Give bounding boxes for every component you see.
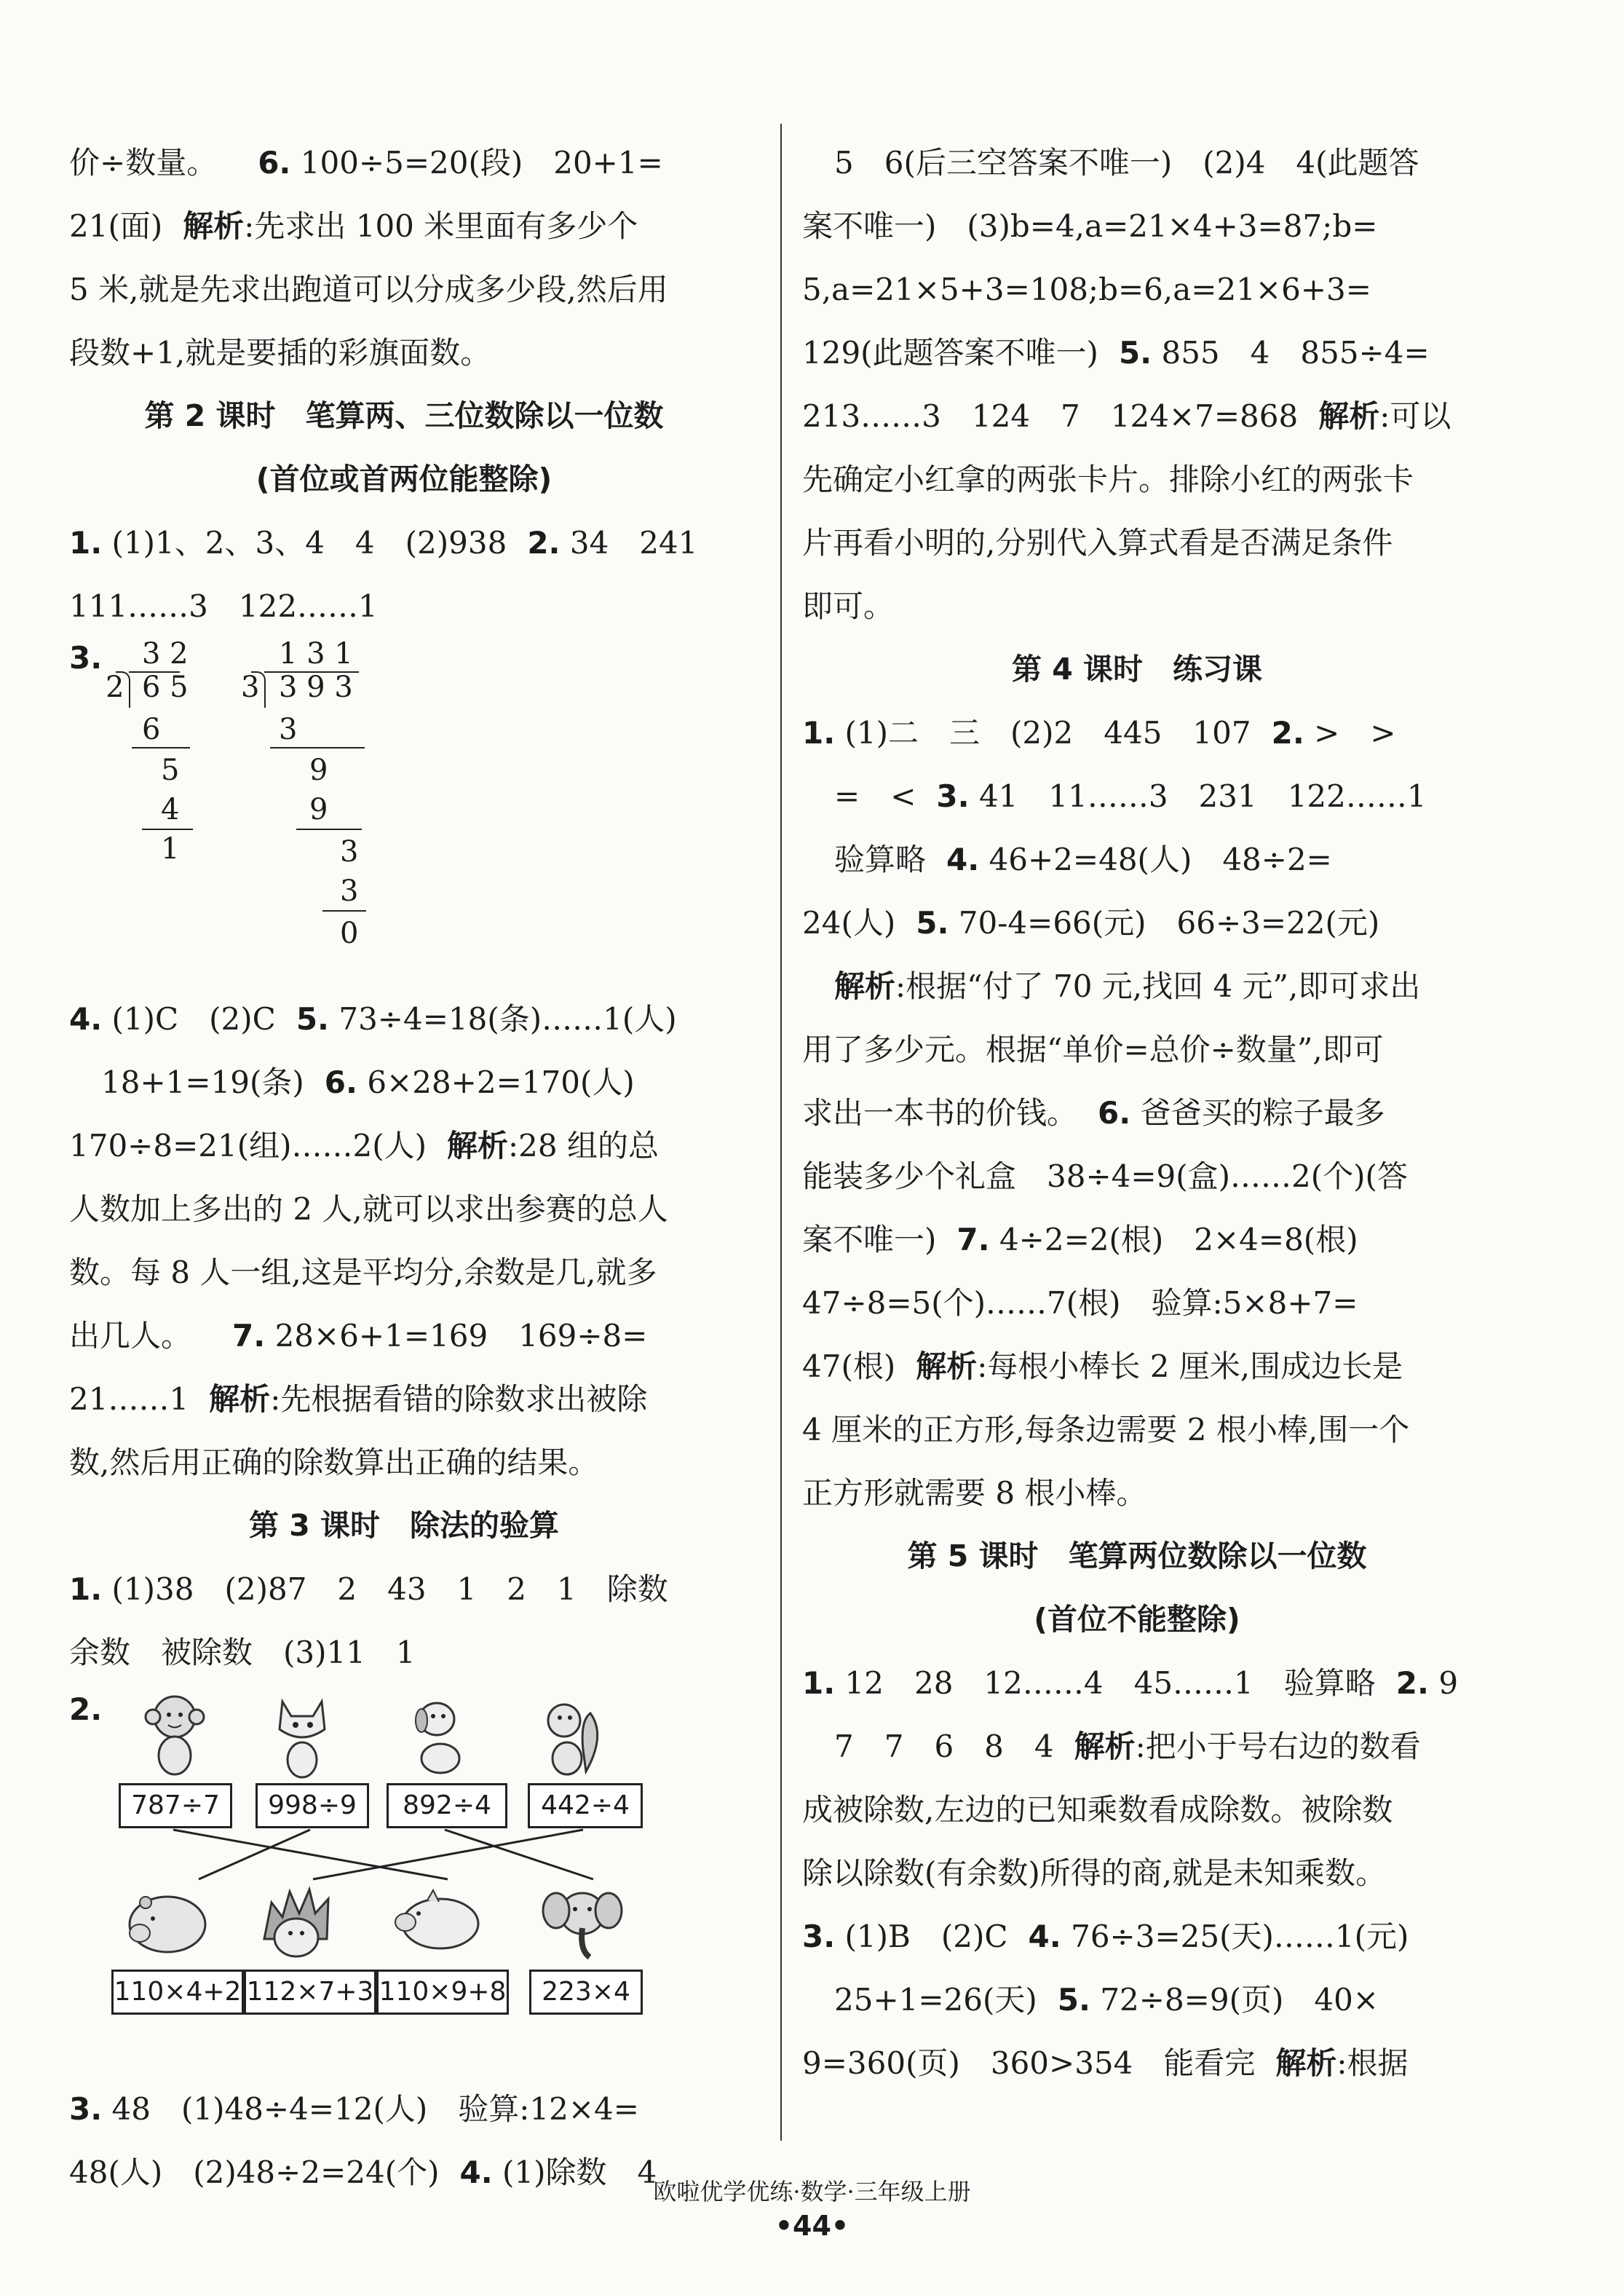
column-divider [780, 124, 782, 2141]
answer-line: 1. (1)38 (2)87 2 43 1 2 1 除数 [69, 1571, 668, 1607]
lesson-subtitle: (首位或首两位能整除) [256, 462, 552, 497]
step-value: 3 [279, 713, 298, 746]
answer-line: 3. 48 (1)48÷4=12(人) 验算:12×4= [69, 2091, 639, 2127]
step-value: 3 [340, 835, 359, 869]
multiplication-expression-box[interactable]: 110×4+2 [111, 1970, 244, 2015]
answer-line: 111……3 122……1 [69, 588, 378, 624]
division-expression-box[interactable]: 442÷4 [528, 1783, 643, 1828]
elephant-icon [539, 1877, 626, 1964]
long-division-2 [241, 638, 459, 987]
answer-line: 18+1=19(条) 6. 6×28+2=170(人) [101, 1064, 635, 1100]
answer-line: 9=360(页) 360>354 能看完 解析:根据 [802, 2045, 1409, 2081]
answer-line: 24(人) 5. 70-4=66(元) 66÷3=22(元) [802, 905, 1380, 941]
lesson-title: 第 2 课时 笔算两、三位数除以一位数 [144, 398, 664, 433]
answer-line: 验算略 4. 46+2=48(人) 48÷2= [834, 842, 1332, 877]
left-column [69, 131, 739, 2204]
text-line: 即可。 [802, 588, 895, 624]
answer-line: 案不唯一) 7. 4÷2=2(根) 2×4=8(根) [802, 1222, 1358, 1257]
footer-book-title: 欧啦优学优练·数学·三年级上册 [653, 2178, 971, 2205]
matching-figure [69, 1684, 739, 2077]
text-line: 数,然后用正确的除数算出正确的结果。 [69, 1445, 599, 1480]
right-column [802, 131, 1472, 2095]
text-line: 用了多少元。根据“单价=总价÷数量”,即可 [802, 1032, 1384, 1067]
step-value: 4 [161, 793, 180, 826]
divisor: 2 [106, 671, 124, 704]
page-number: •44• [775, 2210, 849, 2242]
answer-line: 案不唯一) (3)b=4,a=21×4+3=87;b= [802, 208, 1378, 244]
division-bracket [116, 671, 130, 708]
answer-line: 3. (1)B (2)C 4. 76÷3=25(天)……1(元) [802, 1919, 1409, 1954]
answer-line: 1. (1)1、2、3、4 4 (2)938 2. 34 241 [69, 525, 698, 561]
text-line: 21(面) 解析:先求出 100 米里面有多少个 [69, 208, 638, 244]
divisor: 3 [241, 671, 260, 704]
answer-line: 47÷8=5(个)……7(根) 验算:5×8+7= [802, 1285, 1358, 1321]
lesson-title: 第 3 课时 除法的验算 [248, 1508, 560, 1543]
dividend: 3 9 3 [279, 671, 353, 704]
pig-icon [389, 1884, 484, 1957]
answer-line: 7 7 6 8 4 解析:把小于号右边的数看 [834, 1729, 1421, 1764]
hippo-icon [124, 1881, 211, 1961]
step-line [132, 747, 190, 748]
answer-line: 21……1 解析:先根据看错的除数求出被除 [69, 1381, 648, 1417]
answer-line: 解析:根据“付了 70 元,找回 4 元”,即可求出 [834, 968, 1421, 1004]
step-line [270, 747, 365, 748]
question-number: 2. [69, 1691, 103, 1727]
step-value: 9 [309, 793, 328, 826]
answer-line: 48(人) (2)48÷2=24(个) 4. (1)除数 4 [69, 2154, 657, 2190]
answer-line: 5,a=21×5+3=108;b=6,a=21×6+3= [802, 272, 1371, 307]
text-line: 4 厘米的正方形,每条边需要 2 根小棒,围一个 [802, 1412, 1410, 1447]
multiplication-expression-box[interactable]: 223×4 [529, 1970, 643, 2015]
lesson-title: 第 4 课时 练习课 [1011, 652, 1263, 687]
answer-line: 5 6(后三空答案不唯一) (2)4 4(此题答 [834, 145, 1419, 181]
division-expression-box[interactable]: 998÷9 [256, 1783, 369, 1828]
long-division-block [69, 638, 739, 987]
multiplication-expression-box[interactable]: 112×7+3 [244, 1970, 376, 2015]
answer-line: 能装多少个礼盒 38÷4=9(盒)……2(个)(答 [802, 1158, 1408, 1194]
text-line: 段数+1,就是要插的彩旗面数。 [69, 335, 491, 371]
text-line: 除以除数(有余数)所得的商,就是未知乘数。 [802, 1855, 1387, 1891]
hedgehog-icon [257, 1881, 337, 1961]
text-line: 数。每 8 人一组,这是平均分,余数是几,就多 [69, 1255, 657, 1290]
text-line: 片再看小明的,分别代入算式看是否满足条件 [802, 525, 1393, 561]
step-value: 5 [161, 754, 180, 787]
text-line: 人数加上多出的 2 人,就可以求出参赛的总人 [69, 1191, 668, 1227]
step-line [322, 910, 366, 912]
answer-line: 1. 12 28 12……4 45……1 验算略 2. 9 [802, 1665, 1459, 1701]
question-number: 3. [69, 640, 103, 676]
answer-line: 129(此题答案不唯一) 5. 855 4 855÷4= [802, 335, 1430, 371]
answer-line: 求出一本书的价钱。 6. 爸爸买的粽子最多 [802, 1095, 1385, 1131]
division-bracket [251, 671, 266, 708]
dividend: 6 5 [142, 671, 189, 704]
quotient: 3 2 [142, 637, 189, 671]
quotient: 1 3 1 [279, 637, 353, 671]
answer-line: 25+1=26(天) 5. 72÷8=9(页) 40× [834, 1982, 1379, 2018]
answer-line: 47(根) 解析:每根小棒长 2 厘米,围成边长是 [802, 1348, 1403, 1384]
answer-line: 213……3 124 7 124×7=868 解析:可以 [802, 398, 1451, 434]
step-line [296, 829, 362, 830]
text-line: 5 米,就是先求出跑道可以分成多少段,然后用 [69, 272, 668, 307]
text-line: 价÷数量。 6. 100÷5=20(段) 20+1= [69, 145, 663, 181]
lesson-title: 第 5 课时 笔算两位数除以一位数 [907, 1538, 1367, 1573]
step-value: 0 [340, 917, 359, 950]
text-line: 正方形就需要 8 根小棒。 [802, 1475, 1147, 1511]
answer-line: 余数 被除数 (3)11 1 [69, 1635, 416, 1670]
text-line: 先确定小红拿的两张卡片。排除小红的两张卡 [802, 462, 1414, 497]
answer-line: 170÷8=21(组)……2(人) 解析:28 组的总 [69, 1128, 659, 1164]
step-value: 1 [161, 832, 180, 866]
answer-line: = < 3. 41 11……3 231 122……1 [834, 778, 1427, 814]
step-value: 9 [309, 754, 328, 787]
answer-line: 1. (1)二 三 (2)2 445 107 2. > > [802, 715, 1396, 751]
lesson-subtitle: (首位不能整除) [1034, 1602, 1240, 1637]
multiplication-expression-box[interactable]: 110×9+8 [376, 1970, 509, 2015]
step-value: 3 [340, 874, 359, 908]
answer-line: 4. (1)C (2)C 5. 73÷4=18(条)……1(人) [69, 1001, 677, 1037]
answer-line: 出几人。 7. 28×6+1=169 169÷8= [69, 1318, 648, 1354]
step-value: 6 [142, 713, 161, 746]
text-line: 成被除数,左边的已知乘数看成除数。被除数 [802, 1792, 1393, 1828]
division-expression-box[interactable]: 892÷4 [387, 1783, 507, 1828]
division-expression-box[interactable]: 787÷7 [119, 1783, 232, 1828]
